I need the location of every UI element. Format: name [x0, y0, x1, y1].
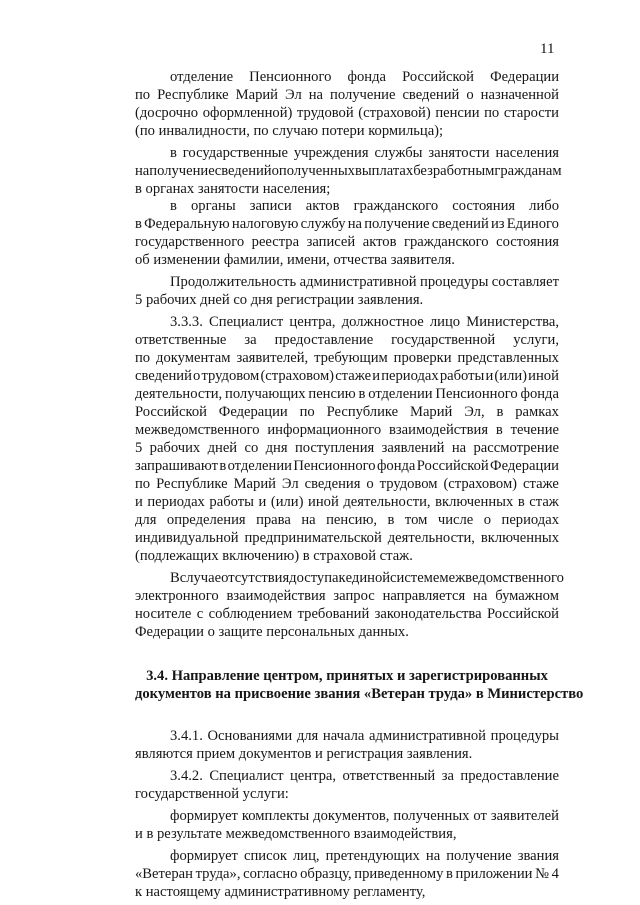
- text-line: сведений о трудовом (страховом) стаже и периодах работы и (или) иной: [135, 368, 559, 384]
- text-line: (по инвалидности, по случаю потери кормильца);: [135, 123, 444, 139]
- text-line: В случае отсутствия доступа к единой системе межведомственного: [170, 570, 564, 586]
- text-line: Федерации о защите персональных данных.: [135, 624, 409, 640]
- text-line: отделение Пенсионного фонда Российской Федерации: [170, 69, 559, 85]
- text-line: ответственные за предоставление государственной услуги,: [135, 332, 559, 348]
- text-line: (досрочно оформленной) трудовой (страховой) пенсии по старости: [135, 105, 559, 121]
- page-number: 11: [540, 41, 555, 57]
- section-heading-line: документов на присвоение звания «Ветеран труда» в Министерство: [135, 686, 584, 702]
- section-heading-line: 3.4. Направление центром, принятых и зарегистрированных: [146, 668, 548, 684]
- text-line: носителе с соблюдением требований законодательства Российской: [135, 606, 559, 622]
- text-line: по документам заявителей, требующим проверки представленных: [135, 350, 559, 366]
- text-line: формирует список лиц, претендующих на получение звания: [170, 848, 559, 864]
- text-line: в органы записи актов гражданского состояния либо: [170, 198, 559, 214]
- text-line: 3.4.2. Специалист центра, ответственный за предоставление: [170, 768, 559, 784]
- text-line: (подлежащих включению) в страховой стаж.: [135, 548, 413, 564]
- text-line: в государственные учреждения службы занятости населения: [170, 145, 559, 161]
- text-line: и в результате межведомственного взаимодействия,: [135, 826, 457, 842]
- text-line: электронного взаимодействия запрос направляется на бумажном: [135, 588, 559, 604]
- text-line: являются прием документов и регистрация заявления.: [135, 746, 473, 762]
- text-line: об изменении фамилии, имени, отчества заявителя.: [135, 252, 455, 268]
- text-line: формирует комплекты документов, полученных от заявителей: [170, 808, 559, 824]
- text-line: деятельности, получающих пенсию в отделении Пенсионного фонда: [135, 386, 559, 402]
- text-line: государственной услуги:: [135, 786, 289, 802]
- text-line: в Федеральную налоговую службу на получение сведений из Единого: [135, 216, 559, 232]
- text-line: по Республике Марий Эл сведения о трудовом (страховом) стаже: [135, 476, 559, 492]
- text-line: государственного реестра записей актов гражданского состояния: [135, 234, 559, 250]
- text-line: в органах занятости населения;: [135, 181, 331, 197]
- text-line: межведомственного информационного взаимодействия в течение: [135, 422, 559, 438]
- text-line: индивидуальной предпринимательской деятельности, включенных: [135, 530, 559, 546]
- text-line: и периодах работы и (или) иной деятельности, включенных в стаж: [135, 494, 559, 510]
- text-line: «Ветеран труда», согласно образцу, приведенному в приложении № 4: [135, 866, 559, 882]
- text-line: для определения права на пенсию, в том числе о периодах: [135, 512, 559, 528]
- text-line: на получение сведений о полученных выплатах безработным гражданам: [135, 163, 562, 179]
- text-line: 5 рабочих дней со дня регистрации заявления.: [135, 292, 424, 308]
- text-line: Продолжительность административной процедуры составляет: [170, 274, 559, 290]
- text-line: к настоящему административному регламенту,: [135, 884, 426, 900]
- text-line: по Республике Марий Эл на получение сведений о назначенной: [135, 87, 559, 103]
- text-line: Российской Федерации по Республике Марий Эл, в рамках: [135, 404, 559, 420]
- text-line: 3.4.1. Основаниями для начала административной процедуры: [170, 728, 559, 744]
- text-line: запрашивают в отделении Пенсионного фонда Российской Федерации: [135, 458, 559, 474]
- text-line: 5 рабочих дней со дня поступления заявлений на рассмотрение: [135, 440, 559, 456]
- text-line: 3.3.3. Специалист центра, должностное лицо Министерства,: [170, 314, 559, 330]
